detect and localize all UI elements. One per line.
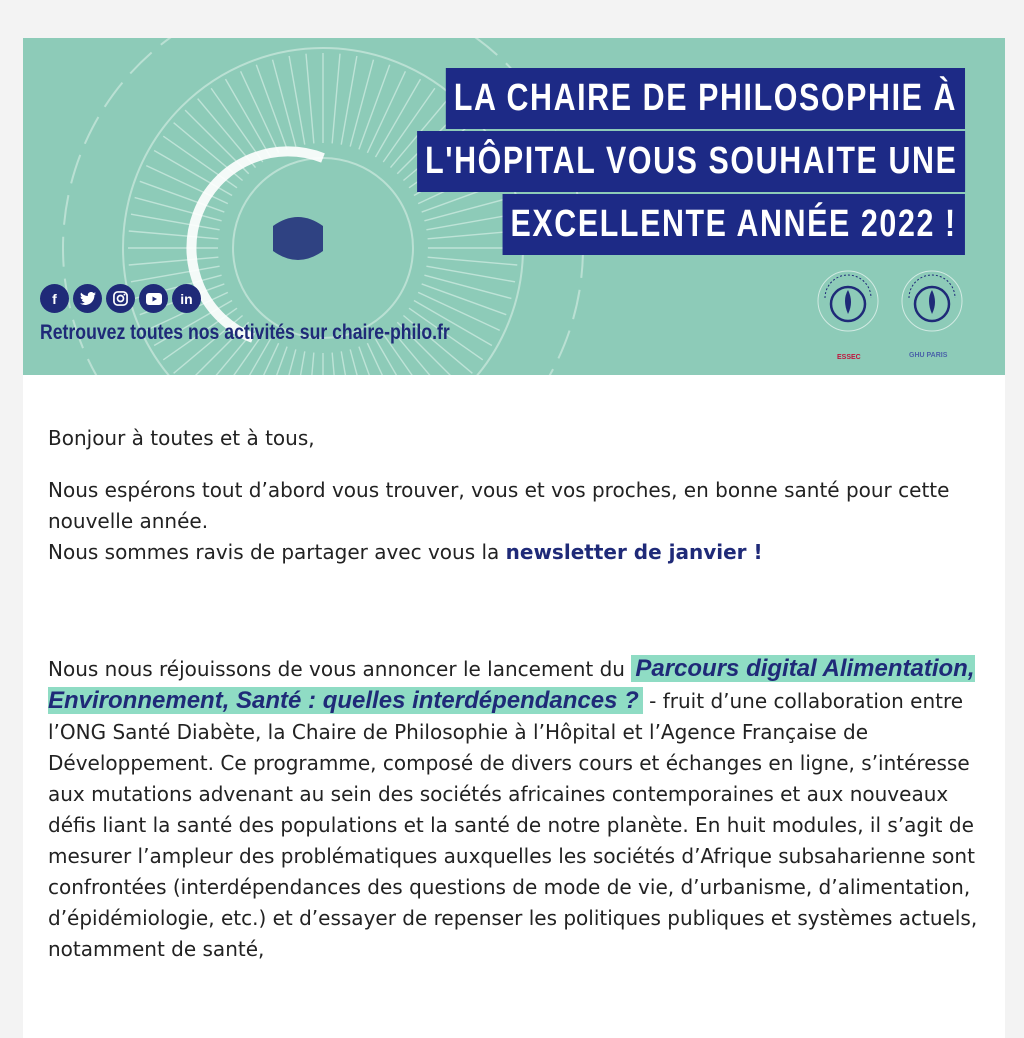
- facebook-icon[interactable]: f: [40, 284, 69, 313]
- header-banner: [23, 38, 1005, 375]
- headline-line-1: LA CHAIRE DE PHILOSOPHIE À: [446, 68, 965, 129]
- greeting: Bonjour à toutes et à tous,: [48, 426, 315, 450]
- intro-line-2-prefix: Nous sommes ravis de partager avec vous la: [48, 540, 506, 564]
- essec-logo: ESSEC: [837, 354, 861, 361]
- youtube-icon[interactable]: [139, 284, 168, 313]
- headline-line-2: L'HÔPITAL VOUS SOUHAITE UNE: [417, 131, 965, 192]
- ghu-paris-logo: GHU PARIS: [909, 352, 948, 359]
- activities-link[interactable]: Retrouvez toutes nos activités sur chaire-philo.fr: [40, 321, 450, 344]
- intro-line-1: Nous espérons tout d’abord vous trouver, vous et vos proches, en bonne santé pour cette nouvelle année.: [48, 478, 950, 533]
- announcement-text: - fruit d’une collaboration entre l’ONG Santé Diabète, la Chaire de Philosophie à l’Hôpital et l’Agence Française de Développement. Ce programme, composé de divers cours et échanges en ligne, s’intéresse aux mutations advenant au sein des sociétés africaines contemporaines et aux nouveaux défis liant la santé des populations et la santé de notre planète. En huit modules, il s’agit de mesurer l’ampleur des problématiques auxquelles les sociétés d’Afrique subsaharienne sont confrontées (interdépendances des questions de mode de vie, d’urbanisme, d’alimentation, d’épidémiologie, etc.) et d’essayer de repenser les politiques publiques et systèmes actuels, notamment de santé,: [48, 689, 978, 961]
- email-container: [23, 38, 1005, 1038]
- chaire-philosophie-logo: [899, 268, 965, 359]
- parcours-digital-link[interactable]: Parcours digital Alimentation, Environnement, Santé : quelles interdépendances ?: [48, 655, 975, 714]
- headline-line-3: EXCELLENTE ANNÉE 2022 !: [503, 194, 965, 255]
- linkedin-icon[interactable]: in: [172, 284, 201, 313]
- newsletter-link[interactable]: newsletter de janvier !: [505, 540, 763, 564]
- intro-line-2: [48, 537, 983, 568]
- partner-logos: [815, 268, 965, 361]
- instagram-icon[interactable]: [106, 284, 135, 313]
- chaire-humanites-sante-logo: [815, 268, 881, 361]
- intro-paragraph: [48, 475, 983, 568]
- social-links: [40, 284, 201, 313]
- announcement-prefix: Nous nous réjouissons de vous annoncer le lancement du: [48, 657, 632, 681]
- twitter-icon[interactable]: [73, 284, 102, 313]
- announcement-paragraph: [48, 653, 983, 965]
- headline: [280, 68, 965, 257]
